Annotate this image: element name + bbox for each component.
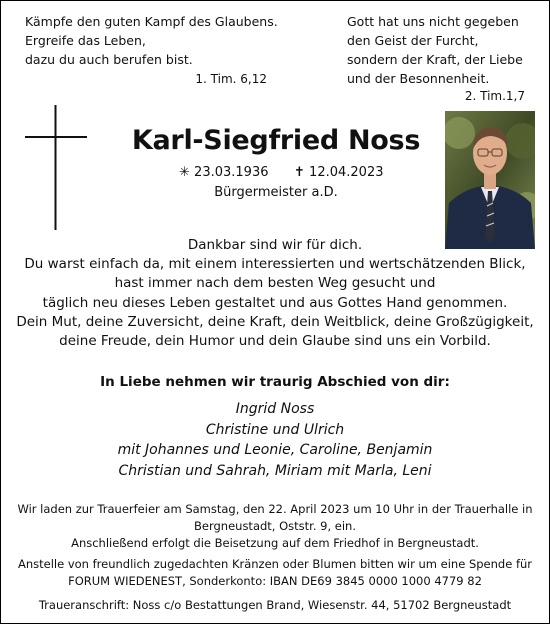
service-info-line: Bergneustadt, Oststr. 9, ein.	[194, 519, 356, 533]
mourner-line: Christian und Sahrah, Miriam mit Marla, Leni	[118, 462, 432, 479]
verse-right-line: sondern der Kraft, der Liebe	[347, 52, 523, 67]
mourner-line: Ingrid Noss	[235, 401, 315, 417]
verse-right	[347, 12, 547, 88]
tribute-line: täglich neu dieses Leben gestaltet und aus Gottes Hand genommen.	[42, 294, 508, 311]
death-date-group	[294, 164, 383, 182]
tribute-line: hast immer nach dem besten Weg gesucht und	[114, 275, 436, 292]
death-date: 12.04.2023	[309, 165, 384, 180]
mourner-line: mit Johannes und Leonie, Caroline, Benjamin	[117, 442, 433, 458]
mourning-address: Traueranschrift: Noss c/o Bestattungen Brand, Wiesenstr. 44, 51702 Bergneustadt	[38, 598, 512, 612]
donation-info-line: FORUM WIEDENEST, Sonderkonto: IBAN DE69 3845 0000 1000 4779 82	[68, 574, 482, 588]
tribute-line: Dein Mut, deine Zuversicht, deine Kraft, dein Weitblick, deine Großzügigkeit,	[16, 313, 534, 330]
tribute-line: Du warst einfach da, mit einem interessierten und wertschätzenden Blick,	[24, 256, 526, 273]
deceased-name: Karl-Siegfried Noss	[131, 125, 421, 156]
verse-right-line: Gott hat uns nicht gegeben	[347, 14, 519, 29]
verse-right-line: und der Besonnenheit.	[347, 71, 490, 86]
portrait-photo	[445, 111, 535, 249]
service-info	[1, 501, 549, 552]
birth-date: 23.03.1936	[194, 165, 269, 180]
verse-left-line: Kämpfe den guten Kampf des Glaubens.	[25, 14, 278, 29]
tribute-line: Dankbar sind wir für dich.	[187, 237, 363, 253]
cross-icon	[21, 105, 91, 230]
donation-info-line: Anstelle von freundlich zugedachten Kränzen oder Blumen bitten wir um eine Spende für	[17, 557, 533, 571]
mourner-line: Christine und Ulrich	[205, 421, 345, 438]
verse-left	[25, 12, 278, 69]
birth-date-group	[179, 164, 268, 182]
tribute-line: deine Freude, dein Humor und dein Glaube sind uns ein Vorbild.	[59, 333, 491, 350]
verse-right-reference: 2. Tim.1,7	[464, 89, 525, 103]
portrait-image	[445, 111, 535, 249]
deceased-title: Bürgermeister a.D.	[214, 185, 338, 200]
birth-star-icon: ✳	[179, 165, 190, 180]
service-info-line: Anschließend erfolgt die Beisetzung auf dem Friedhof in Bergneustadt.	[71, 536, 479, 550]
verse-left-line: dazu du auch berufen bist.	[25, 52, 193, 67]
farewell-heading: In Liebe nehmen wir traurig Abschied von dir:	[100, 374, 450, 390]
verse-left-line: Ergreife das Leben,	[25, 33, 146, 48]
mourners-list	[1, 399, 549, 481]
verse-left-reference: 1. Tim. 6,12	[195, 72, 267, 86]
service-info-line: Wir laden zur Trauerfeier am Samstag, den 22. April 2023 um 10 Uhr in der Trauerhalle in	[17, 502, 533, 516]
verse-right-line: den Geist der Furcht,	[347, 33, 479, 48]
tribute-text	[1, 236, 549, 351]
death-cross-icon: ✝	[294, 165, 305, 180]
donation-info	[1, 556, 549, 590]
